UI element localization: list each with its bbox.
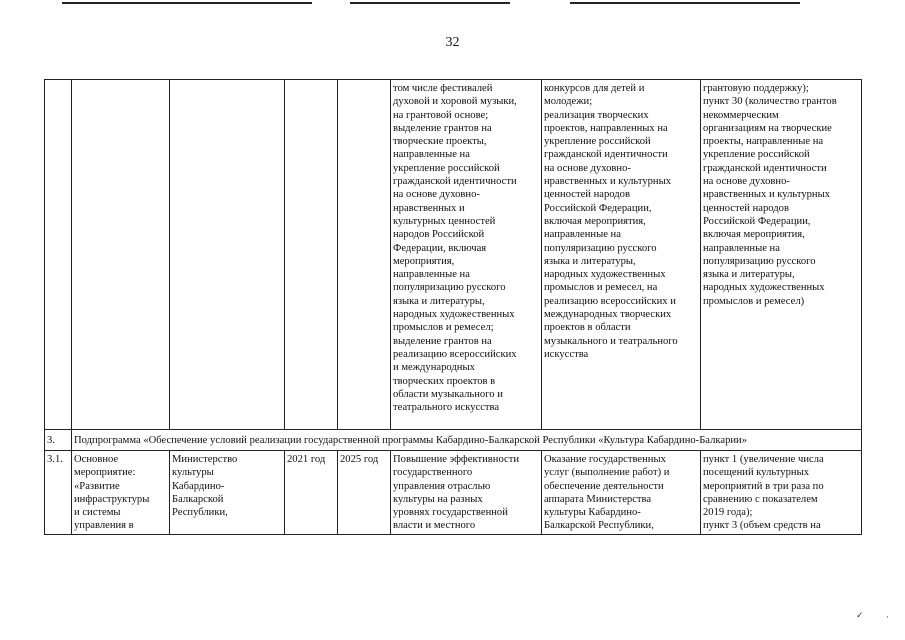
top-border-line-3 <box>570 2 800 4</box>
cell-text-line: организациям на творческие <box>703 122 832 134</box>
cell-results <box>542 451 701 535</box>
cell-text-line: Балкарской Республики, <box>544 520 654 532</box>
top-border-line-1 <box>62 2 312 4</box>
cell-text-line: пункт 1 (увеличение числа <box>703 454 824 465</box>
cell-text-line: Повышение эффективности <box>393 454 520 465</box>
cell-text-line: нравственных и <box>393 202 465 214</box>
cell-text-line: народных художественных <box>703 282 825 294</box>
cell-text-line: и системы <box>74 507 121 519</box>
cell-text-line: промыслов и ремесел; <box>393 322 494 334</box>
cell-text-line: грантовую поддержку); <box>703 83 809 94</box>
cell-text-line: аппарата Министерства <box>544 493 652 505</box>
cell-text-line: культуры <box>172 467 214 479</box>
subprogram-title: Подпрограмма «Обеспечение условий реализации государственной программы Кабардино-Балкарской Республики «Культура Кабардино-Балкарии» <box>74 434 748 446</box>
cell-text-line: государственного <box>393 467 473 479</box>
cell-text-line: пункт 3 (объем средств на <box>703 520 821 532</box>
cell-text-line: международных творческих <box>544 309 672 321</box>
top-border-line-2 <box>350 2 510 4</box>
cell-text-line: народов Российской <box>393 229 485 241</box>
cell-text-line: проектов, направленных на <box>544 122 668 134</box>
cell-text-line: культуры на разных <box>393 493 483 505</box>
cell-results <box>542 80 701 430</box>
cell-text-line: духовой и хоровой музыки, <box>393 96 517 108</box>
cell-text-line: языка и литературы, <box>703 269 795 281</box>
cell-text-line: на основе духовно- <box>544 162 631 174</box>
item-number: 3.1. <box>45 451 72 535</box>
cell-text-line: Федерации, включая <box>393 242 487 254</box>
cell-text-line: реализация творческих <box>544 109 649 121</box>
cell-text-line: Республики, <box>172 507 228 519</box>
cell-text-line: нравственных и культурных <box>544 176 672 188</box>
cell-text-line: ценностей народов <box>544 189 630 201</box>
cell-text-line: пункт 30 (количество грантов <box>703 96 837 108</box>
cell-text-line: культурных ценностей <box>393 215 496 227</box>
cell-executor <box>170 451 285 535</box>
cell-text-line: направленные на <box>703 242 780 254</box>
cell-text-line: мероприятие: <box>74 467 136 479</box>
cell-text-line: языка и литературы, <box>393 295 485 307</box>
cell-activities <box>391 451 542 535</box>
cell-text-line: популяризацию русского <box>393 282 506 294</box>
cell-text-line: промыслов и ремесел) <box>703 295 805 307</box>
cell-text-line: управления отраслью <box>393 480 491 492</box>
cell-text-line: том числе фестивалей <box>393 83 493 94</box>
table-row-continued <box>45 80 862 430</box>
cell-text-line: посещений культурных <box>703 467 809 479</box>
cell-text-line: выделение грантов на <box>393 335 492 347</box>
cell-start-year: 2021 год <box>285 451 338 535</box>
program-table <box>44 79 862 535</box>
cell-text-line: популяризацию русского <box>544 242 657 254</box>
cell-text-line: укрепление российской <box>393 162 500 174</box>
cell-text-line: народных художественных <box>544 269 666 281</box>
cell-text-line: на основе духовно- <box>393 189 480 201</box>
cell-text-line: некоммерческим <box>703 109 779 121</box>
cell-text-line: творческие проекты, <box>393 136 487 148</box>
cell-text-line: «Развитие <box>74 480 120 492</box>
cell-text-line: народных художественных <box>393 309 515 321</box>
cell-empty <box>285 80 338 430</box>
cell-end-year: 2025 год <box>338 451 391 535</box>
cell-text-line: проектов в области <box>544 322 631 334</box>
cell-empty <box>45 80 72 430</box>
scan-mark: ✓ <box>856 610 864 620</box>
cell-text-line: на основе духовно- <box>703 176 790 188</box>
subprogram-number: 3. <box>45 430 72 451</box>
cell-text-line: направленные на <box>393 149 470 161</box>
cell-text-line: творческих проектов в <box>393 375 496 387</box>
cell-main-activity <box>72 451 170 535</box>
cell-text-line: укрепление российской <box>703 149 810 161</box>
cell-text-line: молодежи; <box>544 96 593 108</box>
cell-text-line: управления в <box>74 520 134 532</box>
subprogram-title-cell <box>72 430 862 451</box>
cell-text-line: направленные на <box>544 229 621 241</box>
page-number: 32 <box>445 35 460 50</box>
cell-text-line: реализацию всероссийских <box>393 348 517 360</box>
cell-text-line: ценностей народов <box>703 202 789 214</box>
cell-text-line: искусства <box>544 348 589 360</box>
cell-text-line: 2019 года); <box>703 507 753 519</box>
cell-text-line: реализацию всероссийских и <box>544 295 676 307</box>
cell-text-line: Балкарской <box>172 493 224 505</box>
cell-text-line: включая мероприятия, <box>544 215 646 227</box>
cell-text-line: гражданской идентичности <box>544 149 668 161</box>
cell-text-line: мероприятия, <box>393 255 455 267</box>
cell-text-line: музыкального и театрального <box>544 335 678 347</box>
cell-text-line: укрепление российской <box>544 136 651 148</box>
cell-text-line: включая мероприятия, <box>703 229 805 241</box>
cell-text-line: промыслов и ремесел, на <box>544 282 658 294</box>
cell-activities <box>391 80 542 430</box>
cell-text-line: услуг (выполнение работ) и <box>544 467 670 479</box>
cell-text-line: Кабардино- <box>172 480 225 492</box>
scan-mark: · <box>886 612 889 622</box>
cell-text-line: Основное <box>74 454 119 465</box>
cell-text-line: Российской Федерации, <box>703 215 811 227</box>
cell-text-line: выделение грантов на <box>393 122 492 134</box>
cell-text-line: Оказание государственных <box>544 454 666 465</box>
cell-text-line: и международных <box>393 362 475 374</box>
cell-indicators <box>701 80 862 430</box>
cell-text-line: гражданской идентичности <box>703 162 827 174</box>
cell-text-line: направленные на <box>393 269 470 281</box>
cell-indicators <box>701 451 862 535</box>
cell-text-line: инфраструктуры <box>74 493 150 505</box>
cell-text-line: культуры Кабардино- <box>544 507 641 519</box>
table-row-item <box>45 451 862 535</box>
cell-empty <box>170 80 285 430</box>
cell-text-line: уровнях государственной <box>393 507 508 519</box>
cell-text-line: власти и местного <box>393 520 476 532</box>
cell-text-line: сравнению с показателем <box>703 493 818 505</box>
cell-text-line: конкурсов для детей и <box>544 83 645 94</box>
cell-text-line: нравственных и культурных <box>703 189 831 201</box>
cell-text-line: проекты, направленные на <box>703 136 824 148</box>
cell-text-line: Российской Федерации, <box>544 202 652 214</box>
table-row-subprogram <box>45 430 862 451</box>
cell-empty <box>72 80 170 430</box>
cell-text-line: мероприятий в три раза по <box>703 480 824 492</box>
cell-empty <box>338 80 391 430</box>
cell-text-line: обеспечение деятельности <box>544 480 664 492</box>
cell-text-line: театрального искусства <box>393 402 500 414</box>
cell-text-line: языка и литературы, <box>544 255 636 267</box>
cell-text-line: области музыкального и <box>393 388 503 400</box>
cell-text-line: популяризацию русского <box>703 255 816 267</box>
cell-text-line: Министерство <box>172 454 238 465</box>
cell-text-line: на грантовой основе; <box>393 109 489 121</box>
cell-text-line: гражданской идентичности <box>393 176 517 188</box>
